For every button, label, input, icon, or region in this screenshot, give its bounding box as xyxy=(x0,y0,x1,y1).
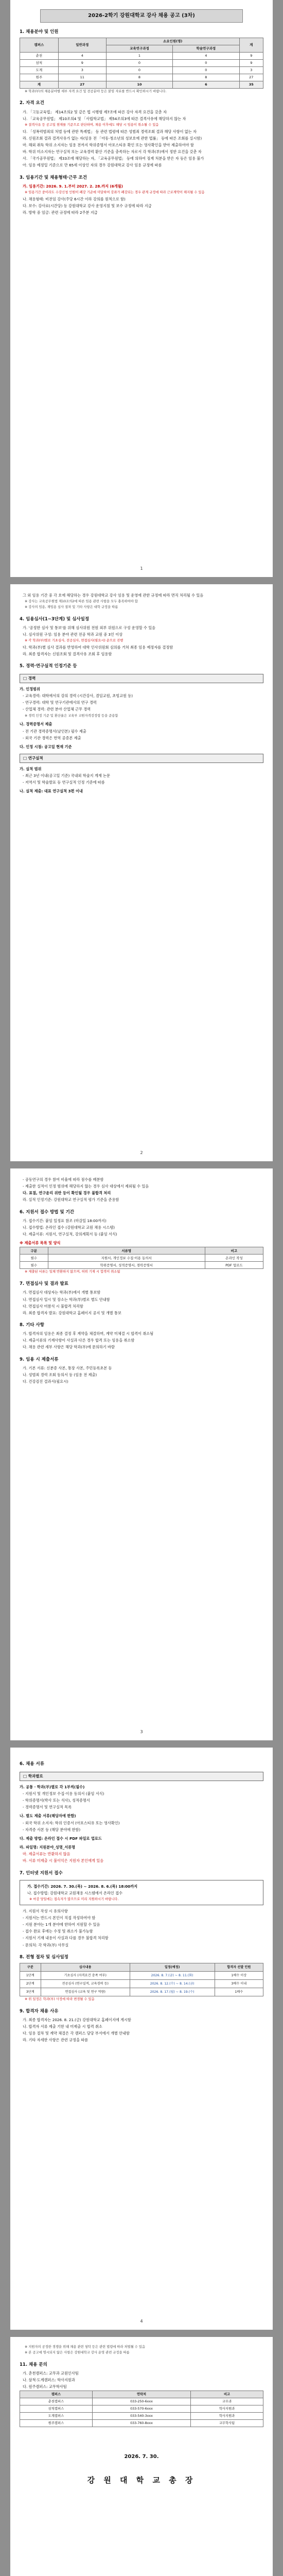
section-heading: 9. 임용 시 제출서류 xyxy=(20,1357,59,1362)
president-signature: 강 원 대 학 교 총 장 xyxy=(87,2475,196,2485)
body-note: ※ 강사의 임용, 재임용 심사 절차 및 기타 사항은 대학 규정을 따름 xyxy=(25,605,118,609)
section-heading: 3. 임용기간 및 채용형태·근무 조건 xyxy=(20,175,87,180)
positions-note: ※ 학과(부)의 채용분야별 세부 자격 요건 및 전공분야 등은 붙임 자료를 반드시 확인하시기 바랍니다. xyxy=(25,89,167,93)
page-number: 2 xyxy=(140,1150,143,1155)
period-note: ※ 마감 당일에는 접속자가 많으므로 미리 지원하시기 바랍니다. xyxy=(29,1897,119,1901)
doc-item: - 학위증명서(박사 또는 석사), 성적증명서 xyxy=(23,1798,90,1803)
submit-item: 가. 기본 서류: 신분증 사본, 통장 사본, 주민등록초본 등 xyxy=(23,1365,112,1370)
review-item: 다. 학과(부)별 심사 결과를 반영하여 대학 인사위원회 심의를 거쳐 최종 임용 예정자를 결정함 xyxy=(23,645,173,650)
career-item: - 연구경력: 대학 및 연구기관에서의 연구 경력 xyxy=(23,700,97,705)
etc-item: 가. 합격자의 임용은 최종 결정 후 계약을 체결하며, 계약 미체결 시 합격이 취소됨 xyxy=(23,1331,154,1336)
subheading: 가. 실적 범위 xyxy=(20,766,42,771)
page-2 xyxy=(10,584,273,1161)
requirement-item: 아. 임용 예정일 기준으로 만 65세 이상인 자의 경우 강원대학교 강사 임용 규정에 따름 xyxy=(23,163,162,168)
requirement-item: 가. 「고등교육법」 제14조의2 및 같은 법 시행령 제7조에 따른 강사 자격 요건을 갖춘 자 xyxy=(23,109,167,114)
subheading: 다. 인정 시점: 공고일 현재 기준 xyxy=(20,744,72,749)
documents-table: 구분 서류명 비고 필수 지원서, 개인정보 수집·이용 동의서 온라인 작성 필수 학위증명서, 성적증명서, 경력증명서 PDF 업로드 xyxy=(20,1247,263,1269)
section-heading: 11. 채용 문의 xyxy=(20,2362,47,2367)
section-heading: 7. 면접심사 및 결과 발표 xyxy=(20,1281,68,1287)
section-heading: 5. 경력·연구실적 인정기준 등 xyxy=(20,664,77,669)
page-title: 2026-2학기 강원대학교 강사 채용 공고 (3차) xyxy=(40,9,243,23)
submit-item: 나. 성범죄 경력 조회 동의서 등 (임용 전 제출) xyxy=(23,1372,97,1377)
section-heading: 4. 임용심사(1~3단계) 및 심사일정 xyxy=(20,616,90,622)
career-item: - 교육경력: 대학에서의 강의 경력 (시간강사, 겸임교원, 초빙교원 등) xyxy=(23,693,133,699)
contact-table: 캠퍼스 연락처 비고 춘천캠퍼스 033-250-6xxx 교무과 삼척캠퍼스 033-570-6xxx 학사지원과 도계캠퍼스 033-540-3xxx 학사지원과 원주캠퍼스 033-760-8xxx 교무학사팀 xyxy=(20,2391,263,2427)
apply-item: 나. 접수방법: 온라인 접수 (강원대학교 교원 채용 시스템) xyxy=(23,1225,115,1230)
requirement-item: 나. 「교육공무원법」 제10조의4 및 「사립학교법」 제54조의3에 따른 결격사유에 해당하지 않는 자 xyxy=(23,116,186,121)
table-row: 필수 지원서, 개인정보 수집·이용 동의서 온라인 작성 xyxy=(20,1255,263,1262)
requirement-item: 다. 「성폭력범죄의 처벌 등에 관한 특례법」 등 관련 법령에 따른 성범죄 경력조회 결과 해당 사항이 없는 자 xyxy=(23,129,197,134)
doc-item: 바. 서류 미제출 시 불이익은 지원자 본인에게 있음 xyxy=(23,1858,104,1863)
requirement-item: 사. 「국가공무원법」 제33조에 해당하는 자, 「교육공무원법」 등에 의하여 징계 처분을 받은 자 등은 임용 불가 xyxy=(23,156,204,161)
career-item: - 전 기관 경력증명서(날인본) 필수 제출 xyxy=(23,728,86,734)
col-research: 학술연구과정 xyxy=(173,45,239,52)
etc-item: 나. 제출서류의 기재사항이 사실과 다른 경우 합격 또는 임용을 취소함 xyxy=(23,1338,135,1343)
table-row: 삼척캠퍼스 033-570-6xxx 학사지원과 xyxy=(20,2405,263,2413)
body-note: ※ 강사는 교육공무원법 제10조의2에 따른 임용 관련 사항을 모두 충족하여야 함 xyxy=(25,600,138,604)
table-row: 3단계 면접심사 (교육 및 연구 역량) 2026. 8. 17.(월) ~ 8. 19.(수) 1배수 xyxy=(20,1988,263,1996)
result-item: 가. 최종 합격자는 2026. 8. 21.(금) 강원대학교 홈페이지에 게시함 xyxy=(23,2017,131,2022)
contact-item: 가. 춘천캠퍼스: 교무과 교원인사팀 xyxy=(23,2370,79,2376)
table-row: 춘천 4 1 4 9 xyxy=(20,52,263,59)
schedule-note: ※ 위 일정은 학과(부) 사정에 따라 변경될 수 있음 xyxy=(25,1997,95,2001)
table-row-total: 계 27 10 6 35 xyxy=(20,81,263,88)
section-heading: 6. 채용 서류 xyxy=(20,1761,44,1767)
page-5 xyxy=(10,2337,273,2576)
page-number: 4 xyxy=(140,2318,143,2324)
research-item: - 최근 3년 이내(공고일 기준) 국내외 학술지 게재 논문 xyxy=(23,773,110,778)
subsection-box: □ 연구실적 xyxy=(20,754,263,763)
page-number: 1 xyxy=(140,566,143,571)
subheading: 나. 경력증명서 제출 xyxy=(20,722,52,727)
table-row: 1단계 기초심사 (자격요건 충족 여부) 2026. 8. 7.(금) ~ 8. 11.(화) 1배수 이상 xyxy=(20,1971,263,1979)
subsection-box: □ 학과별로 xyxy=(20,1772,263,1781)
subheading: 나. 별도 제출 서류(해당자에 한함) xyxy=(20,1814,76,1819)
term-item: 가. 임용기간: 2026. 9. 1.부터 2027. 2. 28.까지 (6개월) xyxy=(23,183,123,189)
doc-item: - 외국 학위 소지자: 학위 인증서 (아포스티유 또는 영사확인) xyxy=(23,1820,120,1825)
result-item: 라. 기타 자세한 사항은 관련 규정을 따름 xyxy=(23,2038,89,2043)
table-row: 필수 학위증명서, 성적증명서, 경력증명서 PDF 업로드 xyxy=(20,1262,263,1269)
section-heading: 2. 자격 요건 xyxy=(20,100,44,106)
subsection-box: □ 경력 xyxy=(20,674,263,683)
table-row: 원주캠퍼스 033-760-8xxx 교무학사팀 xyxy=(20,2420,263,2427)
submit-item: 다. 건강검진 결과서(필요시) xyxy=(23,1379,68,1384)
body-line: - 공동연구의 경우 참여 비율에 따라 점수를 배분함 xyxy=(23,1177,104,1182)
announcement-date: 2026. 7. 30. xyxy=(124,2454,159,2460)
interview-item: 다. 면접심사 미참석 시 불합격 처리함 xyxy=(23,1303,83,1309)
documents-note: ※ 제출된 서류는 일체 반환하지 않으며, 허위 기재 시 합격이 취소됨 xyxy=(25,1270,120,1274)
period-line: 가. 접수기간: 2026. 7. 30.(목) ~ 2026. 8. 6.(목) 18:00까지 xyxy=(27,1884,138,1889)
apply-note: 가. 지원서 작성 시 유의사항 xyxy=(23,1908,68,1913)
body-note: ※ 지원자의 공정한 경쟁을 위해 채용 관련 청탁 등은 관련 법령에 따라 처벌될 수 있음 xyxy=(25,2345,146,2349)
apply-note: - 문의처: 각 학과(부) 사무실 xyxy=(23,1942,69,1947)
subheading: 가. 인정범위 xyxy=(20,687,40,691)
term-item: 나. 채용형태: 비전임 강사(주당 6시간 이하 강의를 원칙으로 함) xyxy=(23,196,126,201)
review-item: 가. '공정한 심사 및 통보'를 위해 심사위원 전원 외부 위원으로 구성 운영할 수 있음 xyxy=(23,625,156,630)
body-note: ※ 본 공고에 명시되지 않은 사항은 강원대학교 강사 운영 관련 규정을 따름 xyxy=(25,2350,130,2354)
positions-table xyxy=(20,38,263,89)
body-line: 다. 표절, 연구윤리 위반 등이 확인될 경우 불합격 처리 xyxy=(23,1191,111,1196)
section-heading: 7. 인터넷 지원서 접수 xyxy=(20,1870,63,1876)
body-line: - 제출한 실적이 인정 범위에 해당하지 않는 경우 심사 대상에서 제외될 수 있음 xyxy=(23,1184,149,1189)
subheading: 라. 파일명: 지원분야_성명_서류명 xyxy=(20,1845,76,1850)
contact-item: 다. 원주캠퍼스: 교무학사팀 xyxy=(23,2384,67,2389)
apply-item: 가. 접수기간: 붙임 일정표 참조 (마감일 18:00까지) xyxy=(23,1218,107,1223)
apply-note: - 지원 분야는 1개 분야에 한하여 지원할 수 있음 xyxy=(23,1922,100,1927)
career-item: - 산업체 경력: 관련 분야 산업체 근무 경력 xyxy=(23,707,91,712)
subheading: 다. 제출 방법: 온라인 접수 시 PDF 파일로 업로드 xyxy=(20,1836,102,1841)
etc-item: 다. 채용 관련 세부 사항은 해당 학과(부)에 문의하기 바람 xyxy=(23,1345,115,1350)
schedule-table: 구분 심사내용 일정(예정) 합격자 선발 인원 1단계 기초심사 (자격요건 충족 여부) 2026. 8. 7.(금) ~ 8. 11.(화) 1배수 이상 2단계 전공심사 (연구실적, 교육경력 등) 2026. 8. 12.(수) ~ 8. 14.(금) 3배수 이내 3단계 면접심사 (교육 및 연구 역량) 2026. 8. 17.(월) ~ 8. 19.(수) 1배수 xyxy=(20,1963,263,1996)
documents-title: ※ 제출서류 목록 및 양식 xyxy=(20,1241,61,1246)
table-row: 춘천캠퍼스 033-250-6xxx 교무과 xyxy=(20,2398,263,2405)
apply-note: - 지원서는 반드시 본인이 직접 작성하여야 함 xyxy=(23,1915,96,1920)
col-total: 계 xyxy=(239,38,263,52)
table-row: 도계캠퍼스 033-540-3xxx 학사지원과 xyxy=(20,2413,263,2420)
requirement-item: 마. 해외 취득 학위 소지자는 임용 전까지 학위증명서 아포스티유 확인 또는 영사확인을 받아 제출하여야 함 xyxy=(23,142,194,147)
requirement-item: 바. 학위 미소지자는 연구실적 또는 교육경력 환산 기준을 충족하는 자로서 각 학과(부)에서 정한 요건을 갖춘 자 xyxy=(23,149,202,155)
subheading: 나. 실적 제출: 대표 연구실적 3편 이내 xyxy=(20,789,83,794)
term-note: ※ 임용기간 중이라도 수강신청 인원이 폐강 기준에 미달하여 강좌가 폐강되는 경우 관계 규정에 따라 근로계약이 해지될 수 있음 xyxy=(25,190,205,194)
doc-item: - 경력증명서 및 연구실적 목록 xyxy=(23,1805,72,1810)
page-number: 3 xyxy=(140,1729,143,1734)
term-item: 다. 보수: 강사료(시간당) 등 강원대학교 강사 운영지침 및 보수 규정에 따라 지급 xyxy=(23,203,152,208)
term-item: 라. 방학 중 임금: 관련 규정에 따라 2주분 지급 xyxy=(23,210,98,215)
col-lecture: 교육연구과정 xyxy=(106,45,172,52)
requirement-note: ※ 결격사유 등 공고일 현재를 기준으로 판단하며, 채용 이후에도 해당 시 임용이 취소될 수 있음 xyxy=(25,123,159,127)
research-item: - 저역서 및 학술발표 등 연구실적 인정 기준에 따름 xyxy=(23,779,105,785)
section-heading: 9. 합격자 채용 사유 xyxy=(20,2008,59,2014)
career-note: ※ 경력 인정 기준 및 환산율은 교육부 교원자격검정령 등을 준용함 xyxy=(25,714,118,718)
section-heading: 8. 기타 사항 xyxy=(20,1322,44,1328)
result-item: 나. 합격자 서류 제출 기한 내 미제출 시 합격 취소 xyxy=(23,2024,102,2029)
table-row: 삼척 9 0 0 9 xyxy=(20,59,263,66)
doc-item: - 자격증 사본 등 (해당 분야에 한함) xyxy=(23,1827,81,1832)
page-3 xyxy=(10,1168,273,1740)
result-item: 다. 임용 절차 및 계약 체결은 각 캠퍼스 담당 부서에서 개별 안내함 xyxy=(23,2031,130,2036)
contact-item: 나. 삼척·도계캠퍼스: 학사지원과 xyxy=(23,2377,75,2382)
review-item: 나. 심사위원 구성: 임용 분야 관련 전공 학과 교원 중 3인 이상 xyxy=(23,632,123,637)
page-4 xyxy=(10,1748,273,2330)
apply-note: - 지원서 기재 내용이 사실과 다를 경우 불합격 처리함 xyxy=(23,1936,109,1941)
interview-item: 나. 면접심사 일시 및 장소는 학과(부)별로 별도 안내함 xyxy=(23,1297,110,1302)
apply-note: - 접수 완료 후에는 수정 및 취소가 불가능함 xyxy=(23,1929,93,1934)
table-row: 2단계 전공심사 (연구실적, 교육경력 등) 2026. 8. 12.(수) ~ 8. 14.(금) 3배수 이내 xyxy=(20,1979,263,1988)
requirement-item: 라. 신원조회 결과 결격사유가 없는 자(임용 전 「아동·청소년의 성보호에 관한 법률」 등에 따른 조회를 실시함) xyxy=(23,135,202,141)
section-heading: 6. 지원서 접수 방법 및 기간 xyxy=(20,1209,75,1215)
section-heading: 1. 채용분야 및 인원 xyxy=(20,29,59,35)
application-period-box xyxy=(20,1880,263,1905)
career-item: - 외국 기관 경력은 번역 공증본 제출 xyxy=(23,735,81,740)
body-line: 라. 실적 인정기준: 강원대학교 연구실적 평가 기준을 준용함 xyxy=(23,1197,119,1202)
table-row: 원주 11 8 8 27 xyxy=(20,74,263,81)
review-note: ※ 각 학과(부)별로 기초심사, 전공심사, 면접심사(필요시) 순으로 진행 xyxy=(25,639,123,643)
interview-item: 가. 면접심사 대상자는 학과(부)에서 개별 통보함 xyxy=(23,1290,101,1295)
body-line: 그 외 임용 기간 중 각 호에 해당하는 경우 강원대학교 강사 임용 및 운영에 관한 규정에 따라 면직 처리될 수 있음 xyxy=(23,593,204,598)
interview-item: 라. 최종 합격자 발표: 강원대학교 홈페이지 공지 및 개별 통보 xyxy=(23,1310,121,1315)
col-lecture-research: 소요인원(명) xyxy=(106,38,239,45)
col-general: 일반과정 xyxy=(58,38,106,52)
page-1 xyxy=(10,0,273,577)
period-line: 나. 접수방법: 강원대학교 교원채용 시스템에서 온라인 접수 xyxy=(27,1890,123,1895)
review-item: 라. 최종 합격자는 신원조회 및 결격사유 조회 후 임용함 xyxy=(23,652,112,657)
doc-item: 마. 제출서류는 반환하지 않음 xyxy=(23,1852,70,1857)
section-heading: 8. 전형 절차 및 심사일정 xyxy=(20,1954,68,1960)
doc-item: - 지원서 및 개인정보 수집·이용 동의서 (붙임 서식) xyxy=(23,1791,104,1796)
subheading: 가. 공통 · 학과(부)별로 각 1부씩(필수) xyxy=(20,1784,85,1789)
col-campus: 캠퍼스 xyxy=(20,38,59,52)
apply-item: 다. 제출서류: 지원서, 연구실적, 강의계획서 등 (붙임 서식) xyxy=(23,1232,117,1237)
table-row: 도계 3 0 0 3 xyxy=(20,66,263,74)
